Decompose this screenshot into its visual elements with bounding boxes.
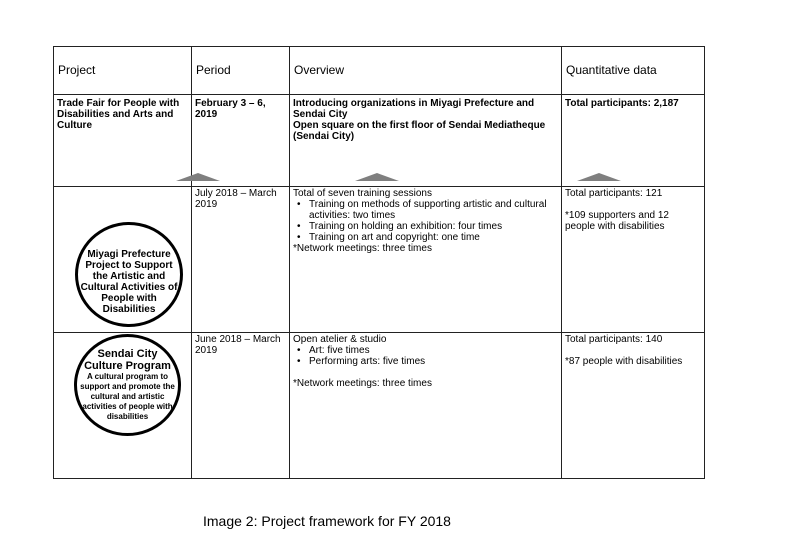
sendai-program-subtitle: A cultural program to support and promote the cultural and artistic activities of people with disabilities (80, 372, 175, 421)
arrow-up-icon (355, 173, 399, 181)
list-item: • Performing arts: five times (309, 356, 558, 367)
row3-overview-intro: Open atelier & studio (293, 334, 387, 345)
row3-quant-line: Total participants: 140 (565, 334, 663, 345)
row2-quant-line: Total participants: 121 (565, 188, 663, 199)
miyagi-project-title: Miyagi Prefecture Project to Support the Artistic and Cultural Activities of People with Disabilities (80, 248, 178, 315)
row3-overview-list (293, 345, 558, 367)
list-item: • Training on methods of supporting artistic and cultural activities: two times (309, 199, 558, 221)
header-quantitative: Quantitative data (562, 47, 705, 95)
row1-overview-line: Open square on the first floor of Sendai Mediatheque (Sendai City) (293, 120, 546, 142)
row3-period: June 2018 – March 2019 (192, 333, 290, 479)
arrow-up-icon (577, 173, 621, 181)
header-row (54, 47, 705, 95)
miyagi-project-badge (75, 222, 183, 327)
row1-period: February 3 – 6, 2019 (192, 95, 290, 187)
header-overview: Overview (290, 47, 562, 95)
sendai-program-badge (74, 334, 181, 436)
row2-overview (290, 187, 562, 333)
row2-quantitative (562, 187, 705, 333)
row1-overview (290, 95, 562, 187)
row2-overview-list (293, 199, 558, 243)
arrow-up-icon (176, 173, 220, 181)
row3-quant-line: *87 people with disabilities (565, 356, 683, 367)
row2-period: July 2018 – March 2019 (192, 187, 290, 333)
row2-overview-note: *Network meetings: three times (293, 243, 432, 254)
row1-overview-line: Introducing organizations in Miyagi Prefecture and Sendai City (293, 98, 535, 120)
sendai-program-title: Sendai City Culture Program (84, 348, 171, 372)
row3-overview (290, 333, 562, 479)
row2-overview-intro: Total of seven training sessions (293, 188, 432, 199)
header-period: Period (192, 47, 290, 95)
figure-caption: Image 2: Project framework for FY 2018 (203, 513, 451, 529)
list-item: • Art: five times (309, 345, 558, 356)
row3-quantitative (562, 333, 705, 479)
row1-project: Trade Fair for People with Disabilities and Arts and Culture (54, 95, 192, 187)
row3-overview-note: *Network meetings: three times (293, 378, 432, 389)
row2-quant-line: *109 supporters and 12 people with disabilities (565, 210, 669, 232)
list-item: • Training on art and copyright: one time (309, 232, 558, 243)
row1-quantitative: Total participants: 2,187 (562, 95, 705, 187)
header-project: Project (54, 47, 192, 95)
list-item: • Training on holding an exhibition: four times (309, 221, 558, 232)
